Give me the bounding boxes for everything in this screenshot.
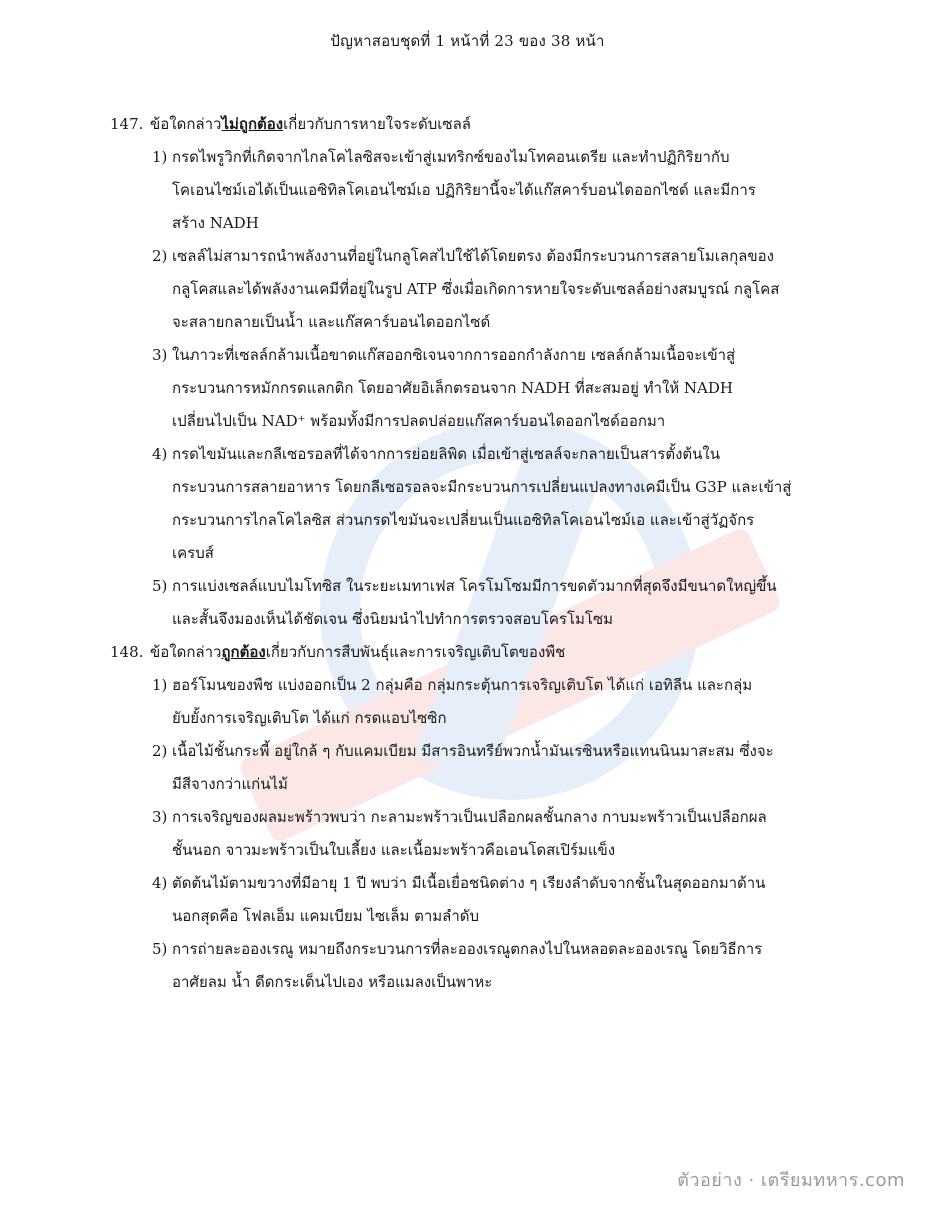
option-text: เปลี่ยนไปเป็น NAD⁺ พร้อมทั้งมีการปลดปล่อยแก๊สคาร์บอนไดออกไซด์ออกมา [172,412,666,430]
stem-emphasis: ไม่ถูกต้อง [221,115,284,133]
option-line [152,207,812,240]
option-number [152,537,172,570]
option-line [152,966,812,999]
option-text: กระบวนการหมักกรดแลกติก โดยอาศัยอิเล็กตรอนจาก NADH ที่สะสมอยู่ ทำให้ NADH [172,379,733,397]
option-number [152,174,172,207]
question-block [0,636,935,999]
question-header [0,108,935,141]
question-number: 148. [110,643,144,661]
option-number [152,966,172,999]
option-text: กลูโคสและได้พลังงานเคมีที่อยู่ในรูป ATP ซึ่งเมื่อเกิดการหายใจระดับเซลล์อย่างสมบูรณ์ กลูโคส [172,280,780,298]
option-line [152,273,812,306]
option-line [152,405,812,438]
option-number: 4) [152,445,168,463]
question-stem [150,108,471,141]
option-text: นอกสุดคือ โฟลเอ็ม แคมเบียม ไซเล็ม ตามลำดับ [172,907,480,925]
option-line [152,603,812,636]
option-number [152,603,172,636]
option-text: ในภาวะที่เซลล์กล้ามเนื้อขาดแก๊สออกซิเจนจากการออกกำลังกาย เซลล์กล้ามเนื้อจะเข้าสู่ [172,346,736,364]
option-number [152,504,172,537]
option-line [152,933,812,966]
option-line [152,537,812,570]
stem-text: เกี่ยวกับการหายใจระดับเซลล์ [283,115,471,133]
option-text: เนื้อไม้ชั้นกระพี้ อยู่ใกล้ ๆ กับแคมเบียม มีสารอินทรีย์พวกน้ำมันเรซินหรือแทนนินมาสะสม ซึ่งจะ [172,742,774,760]
option-line [152,141,812,174]
option-line [152,471,812,504]
option-number: 3) [152,808,168,826]
option-text: และสั้นจึงมองเห็นได้ชัดเจน ซึ่งนิยมนำไปทำการตรวจสอบโครโมโซม [172,610,614,628]
option-number: 5) [152,940,168,958]
option-text: เซลล์ไม่สามารถนำพลังงานที่อยู่ในกลูโคสไปใช้ได้โดยตรง ต้องมีกระบวนการสลายโมเลกุลของ [172,247,774,265]
option-text: การแบ่งเซลล์แบบไมโทซิส ในระยะเมทาเฟส โครโมโซมมีการขดตัวมากที่สุดจึงมีขนาดใหญ่ขึ้น [172,577,777,595]
option-number [152,207,172,240]
option-line [152,570,812,603]
option-line [152,372,812,405]
stem-text: ข้อใดกล่าว [150,643,222,661]
option-text: เครบส์ [172,544,214,562]
option-text: อาศัยลม น้ำ ดีดกระเด็นไปเอง หรือแมลงเป็นพาหะ [172,973,493,991]
option-number: 1) [152,148,168,166]
option-number [152,900,172,933]
option-line [152,801,812,834]
option-text: ชั้นนอก จาวมะพร้าวเป็นใบเลี้ยง และเนื้อมะพร้าวคือเอนโดสเปิร์มแข็ง [172,841,616,859]
option-text: สร้าง NADH [172,214,259,232]
option-number [152,405,172,438]
option-number: 2) [152,742,168,760]
option-number: 2) [152,247,168,265]
option-number: 5) [152,577,168,595]
option-line [152,504,812,537]
option-number: 1) [152,676,168,694]
option-text: การเจริญของผลมะพร้าวพบว่า กะลามะพร้าวเป็นเปลือกผลชั้นกลาง กาบมะพร้าวเป็นเปลือกผล [172,808,767,826]
option-text: กระบวนการไกลโคไลซิส ส่วนกรดไขมันจะเปลี่ยนเป็นแอซิทิลโคเอนไซม์เอ และเข้าสู่วัฏจักร [172,511,755,529]
questions-container [0,108,935,999]
question-block [0,108,935,636]
option-number [152,702,172,735]
option-number [152,306,172,339]
option-line [152,240,812,273]
page-header: ปัญหาสอบชุดที่ 1 หน้าที่ 23 ของ 38 หน้า [330,32,605,50]
option-text: กรดไพรูวิกที่เกิดจากไกลโคไลซิสจะเข้าสู่เมทริกซ์ของไมโทคอนเดรีย และทำปฏิกิริยากับ [172,148,730,166]
option-line [152,900,812,933]
option-text: ตัดต้นไม้ตามขวางที่มีอายุ 1 ปี พบว่า มีเนื้อเยื่อชนิดต่าง ๆ เรียงลำดับจากชั้นในสุดออกมาด้าน [172,874,766,892]
option-number [152,768,172,801]
option-line [152,735,812,768]
footer-watermark: ตัวอย่าง · เตรียมทหาร.com [677,1170,905,1191]
option-number [152,273,172,306]
option-line [152,174,812,207]
option-line [152,669,812,702]
option-line [152,339,812,372]
option-number [152,471,172,504]
stem-text: เกี่ยวกับการสืบพันธุ์และการเจริญเติบโตของพืช [265,643,566,661]
option-text: การถ่ายละอองเรณู หมายถึงกระบวนการที่ละอองเรณูตกลงไปในหลอดละอองเรณู โดยวิธีการ [172,940,763,958]
option-text: กรดไขมันและกลีเซอรอลที่ได้จากการย่อยลิพิด เมื่อเข้าสู่เซลล์จะกลายเป็นสารตั้งต้นใน [172,445,720,463]
option-line [152,768,812,801]
stem-emphasis: ถูกต้อง [221,643,266,661]
option-text: มีสีจางกว่าแก่นไม้ [172,775,288,793]
option-number [152,372,172,405]
question-header [0,636,935,669]
option-text: กระบวนการสลายอาหาร โดยกลีเซอรอลจะมีกระบวนการเปลี่ยนแปลงทางเคมีเป็น G3P และเข้าสู่ [172,478,792,496]
question-number: 147. [110,115,144,133]
stem-text: ข้อใดกล่าว [150,115,222,133]
option-line [152,702,812,735]
question-stem [150,636,565,669]
option-text: ฮอร์โมนของพืช แบ่งออกเป็น 2 กลุ่มคือ กลุ่มกระตุ้นการเจริญเติบโต ได้แก่ เอทิลีน และกลุ่ม [172,676,753,694]
option-text: จะสลายกลายเป็นน้ำ และแก๊สคาร์บอนไดออกไซด์ [172,313,491,331]
option-number: 3) [152,346,168,364]
option-line [152,867,812,900]
option-text: โคเอนไซม์เอได้เป็นแอซิทิลโคเอนไซม์เอ ปฏิกิริยานี้จะได้แก๊สคาร์บอนไดออกไซด์ และมีการ [172,181,756,199]
option-line [152,438,812,471]
option-text: ยับยั้งการเจริญเติบโต ได้แก่ กรดแอบไซซิก [172,709,447,727]
option-number [152,834,172,867]
option-line [152,834,812,867]
option-line [152,306,812,339]
option-number: 4) [152,874,168,892]
